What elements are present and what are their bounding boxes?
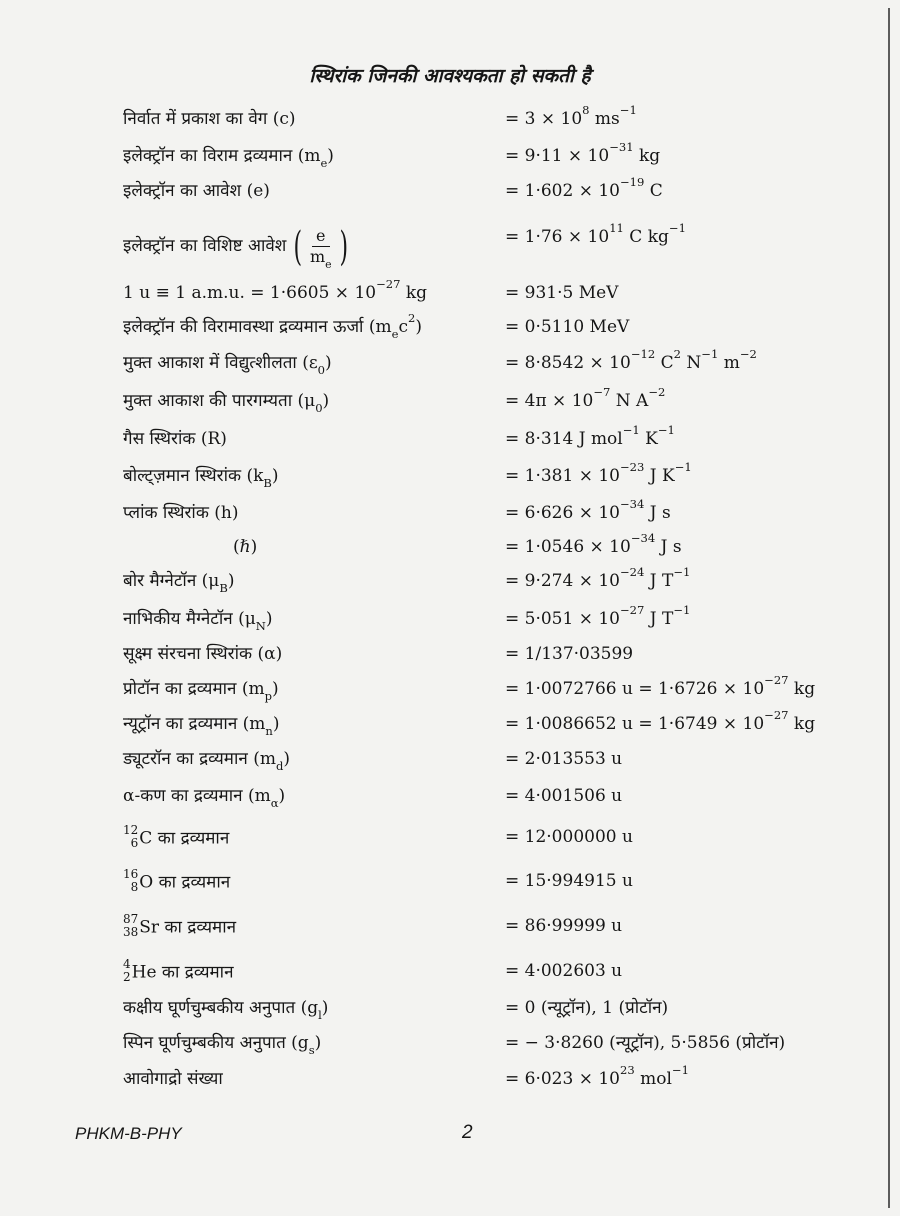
constant-label — [123, 643, 282, 665]
value-text: = 1·76 × 10 — [505, 227, 610, 247]
label-text: स्पिन घूर्णचुम्बकीय अनुपात (g — [123, 1033, 309, 1053]
isotope-symbol — [123, 823, 153, 852]
value-unit: J s — [655, 537, 682, 557]
value-text: = 4·002603 u — [505, 961, 623, 981]
constant-label — [123, 1032, 322, 1058]
label-text-end: ) — [325, 353, 332, 373]
constant-value — [505, 497, 671, 524]
constant-label — [123, 997, 329, 1023]
label-subscript: p — [264, 689, 273, 704]
value-text: = 1/137·03599 — [505, 644, 634, 664]
value-exponent: 11 — [609, 221, 624, 236]
label-subscript: α — [270, 796, 279, 811]
unit-exponent: −1 — [673, 565, 691, 580]
label-subscript: B — [263, 476, 272, 491]
value-text: = 4·001506 u — [505, 786, 623, 806]
value-exponent: −31 — [609, 140, 634, 155]
value-text: = 5·051 × 10 — [505, 609, 620, 629]
atomic-number: 8 — [130, 880, 139, 894]
value-text: = 8·8542 × 10 — [505, 353, 631, 373]
label-text: इलेक्ट्रॉन का विराम द्रव्यमान (m — [123, 146, 321, 166]
value-unit: K — [639, 429, 658, 449]
label-text-end: ) — [265, 609, 273, 629]
value-text: = 931·5 MeV — [505, 283, 619, 303]
constant-label — [233, 536, 257, 558]
value-text: = 12·000000 u — [505, 827, 633, 847]
constant-value — [505, 748, 622, 770]
label-text-end: ) — [322, 391, 330, 411]
label-text: का द्रव्यमान — [153, 872, 231, 893]
unit-exponent: −1 — [673, 603, 691, 618]
label-text-mid: c — [398, 317, 408, 337]
constant-label — [123, 311, 422, 342]
label-superscript: 2 — [408, 311, 416, 326]
label-text: न्यूट्रॉन का द्रव्यमान (m — [123, 714, 266, 734]
value-unit-2: N — [680, 353, 702, 373]
label-subscript: e — [320, 156, 328, 171]
constant-value — [505, 870, 633, 892]
constant-value — [505, 997, 668, 1019]
constant-label — [123, 867, 231, 896]
value-exponent: −12 — [630, 347, 656, 362]
constant-value — [505, 316, 629, 338]
constant-value — [505, 423, 675, 450]
constant-label — [123, 1068, 223, 1090]
value-text: = 9·274 × 10 — [505, 571, 620, 591]
left-paren: ( — [293, 223, 303, 270]
element-symbol: O — [139, 872, 154, 893]
label-text: सूक्ष्म संरचना स्थिरांक (α) — [123, 644, 283, 664]
label-subscript: n — [265, 724, 273, 739]
label-subscript: l — [318, 1008, 322, 1023]
value-exponent: −7 — [593, 385, 611, 400]
label-text: (ℏ) — [233, 537, 258, 557]
value-text: = 9·11 × 10 — [505, 146, 610, 166]
value-text: = 1·0072766 u = 1·6726 × 10 — [505, 679, 765, 699]
paper-code: PHKM-B-PHY — [75, 1124, 182, 1143]
constant-value — [505, 460, 692, 487]
label-text: आवोगाद्रो संख्या — [123, 1069, 223, 1089]
unit-exponent: −1 — [619, 103, 637, 118]
value-unit-3: m — [718, 353, 740, 373]
label-text: इलेक्ट्रॉन का विशिष्ट आवेश — [123, 236, 287, 256]
label-text: मुक्त आकाश की पारगम्यता (μ — [123, 391, 316, 411]
constant-value — [505, 103, 637, 130]
label-subscript: d — [275, 759, 284, 774]
constant-label — [123, 180, 270, 202]
page-number: 2 — [462, 1122, 473, 1143]
unit-exponent-2: −1 — [701, 347, 719, 362]
value-text: = − 3·8260 (न्यूट्रॉन), 5·5856 (प्रोटॉन) — [505, 1033, 786, 1053]
isotope-numbers — [123, 913, 138, 939]
constant-value — [505, 603, 691, 630]
constant-value — [505, 643, 633, 665]
constant-label — [123, 108, 296, 130]
value-unit: N A — [610, 391, 649, 411]
value-text: = 0·5110 MeV — [505, 317, 630, 337]
value-unit: kg — [788, 679, 816, 699]
label-subscript: e — [391, 327, 399, 342]
value-text: = 6·023 × 10 — [505, 1069, 620, 1089]
constant-label — [123, 390, 330, 416]
unit-exponent-3: −2 — [739, 347, 757, 362]
label-text-end: ) — [227, 571, 235, 591]
constant-value — [505, 960, 622, 982]
value-text: = 2·013553 u — [505, 749, 623, 769]
element-symbol: He — [131, 962, 157, 983]
constants-heading: स्थिरांक जिनकी आवश्यकता हो सकती है — [309, 65, 591, 87]
constant-value — [505, 1063, 689, 1090]
specific-charge-fraction — [290, 223, 351, 271]
constant-label — [123, 465, 279, 491]
fraction-numerator: e — [312, 226, 329, 247]
value-exponent: −27 — [764, 673, 789, 688]
label-text: प्लांक स्थिरांक (h) — [123, 503, 239, 523]
value-unit: C — [655, 353, 674, 373]
value-exponent: −24 — [620, 565, 645, 580]
label-text-end: ) — [321, 998, 329, 1018]
constant-value — [505, 1032, 785, 1054]
value-exponent: −27 — [764, 708, 789, 723]
label-text-end: ) — [314, 1033, 322, 1053]
label-text: इलेक्ट्रॉन की विरामावस्था द्रव्यमान ऊर्जा (m — [123, 317, 392, 337]
denominator-subscript: e — [325, 257, 332, 271]
value-text: = 0 (न्यूट्रॉन), 1 (प्रोटॉन) — [505, 998, 669, 1018]
constant-label — [123, 823, 230, 852]
label-text: निर्वात में प्रकाश का वेग (c) — [123, 109, 296, 129]
atomic-number: 6 — [130, 836, 139, 850]
constant-label — [123, 352, 332, 378]
label-text: का द्रव्यमान — [156, 962, 234, 983]
label-text: गैस स्थिरांक (R) — [123, 429, 227, 449]
right-paren: ) — [339, 223, 348, 270]
constant-label — [123, 678, 279, 704]
label-text-end: ) — [272, 679, 279, 699]
value-exponent: −1 — [622, 423, 640, 438]
value-text: = 1·0546 × 10 — [505, 537, 631, 557]
label-text-end: ) — [272, 714, 280, 734]
label-text: इलेक्ट्रॉन का आवेश (e) — [123, 181, 270, 201]
constant-label — [123, 502, 239, 524]
constant-label — [123, 570, 235, 596]
label-subscript: 0 — [317, 363, 326, 378]
label-subscript: B — [219, 581, 228, 596]
atomic-number: 2 — [123, 970, 131, 984]
label-text: बोर मैग्नेटॉन (μ — [123, 571, 220, 591]
constant-value — [505, 785, 622, 807]
label-text: नाभिकीय मैग्नेटॉन (μ — [123, 609, 256, 629]
fraction — [306, 226, 336, 271]
value-unit: kg — [633, 146, 661, 166]
label-text-end: ) — [271, 466, 279, 486]
fraction-denominator — [306, 247, 336, 271]
value-text: = 1·0086652 u = 1·6749 × 10 — [505, 714, 765, 734]
constant-label — [123, 912, 237, 941]
mass-number: 12 — [123, 823, 139, 837]
constant-label — [123, 145, 334, 171]
constant-value — [505, 221, 686, 248]
constant-value — [505, 282, 618, 304]
unit-exponent: −2 — [648, 385, 666, 400]
label-subscript: 0 — [315, 401, 323, 416]
constant-value — [505, 175, 663, 202]
label-text: मुक्त आकाश में विद्युत्शीलता (ε — [123, 353, 318, 373]
constant-value — [505, 531, 682, 558]
value-unit: ms — [589, 109, 620, 129]
value-text: = 8·314 J mol — [505, 429, 623, 449]
value-unit: J T — [644, 571, 674, 591]
value-text: = 3 × 10 — [505, 109, 583, 129]
value-unit: J T — [644, 609, 674, 629]
constant-label — [123, 608, 273, 634]
constant-value — [505, 708, 816, 735]
value-unit: C — [644, 181, 663, 201]
label-subscript: N — [255, 619, 266, 634]
value-text: = 4π × 10 — [505, 391, 594, 411]
value-text: = 86·99999 u — [505, 916, 623, 936]
value-text: = 15·994915 u — [505, 871, 633, 891]
element-symbol: Sr — [139, 917, 160, 938]
isotope-numbers — [123, 958, 131, 984]
value-text: = 6·626 × 10 — [505, 503, 620, 523]
value-unit: J s — [644, 503, 671, 523]
mass-number: 87 — [123, 912, 139, 926]
unit-exponent: −1 — [674, 460, 692, 475]
constant-value — [505, 140, 661, 167]
constant-value — [505, 826, 633, 848]
unit-exponent: 2 — [673, 347, 681, 362]
unit-exponent: −1 — [657, 423, 675, 438]
unit-exponent: −1 — [671, 1063, 689, 1078]
mass-number: 4 — [123, 957, 131, 971]
constant-label — [123, 748, 291, 774]
constant-label — [123, 277, 428, 304]
label-text-end: ) — [283, 749, 291, 769]
value-exponent: −34 — [620, 497, 645, 512]
value-exponent: −27 — [620, 603, 645, 618]
constant-label — [123, 223, 351, 271]
constant-value — [505, 915, 622, 937]
label-text-end: ) — [278, 786, 286, 806]
denominator-text: m — [309, 247, 326, 266]
value-unit: kg — [788, 714, 816, 734]
label-text: का द्रव्यमान — [159, 917, 237, 938]
mass-number: 16 — [123, 867, 139, 881]
constant-value — [505, 565, 691, 592]
isotope-symbol — [123, 957, 157, 986]
page-edge-line — [888, 8, 890, 1208]
label-text: ड्यूटरॉन का द्रव्यमान (m — [123, 749, 276, 769]
value-unit: mol — [634, 1069, 672, 1089]
label-text: 1 u ≡ 1 a.m.u. = 1·6605 × 10 — [123, 283, 377, 303]
label-text: कक्षीय घूर्णचुम्बकीय अनुपात (g — [123, 998, 319, 1018]
label-superscript: −27 — [376, 277, 401, 292]
value-exponent: −23 — [620, 460, 645, 475]
value-text: = 1·381 × 10 — [505, 466, 620, 486]
constant-value — [505, 673, 816, 700]
isotope-numbers — [123, 824, 138, 850]
isotope-numbers — [123, 868, 138, 894]
constant-value — [505, 385, 666, 412]
label-text: प्रोटॉन का द्रव्यमान (m — [123, 679, 265, 699]
value-unit: J K — [644, 466, 675, 486]
label-subscript: s — [308, 1043, 315, 1058]
constant-label — [123, 428, 227, 450]
value-exponent: −34 — [630, 531, 656, 546]
label-text-end: kg — [400, 283, 428, 303]
isotope-symbol — [123, 867, 154, 896]
label-text: बोल्ट्ज़मान स्थिरांक (k — [123, 466, 264, 486]
value-exponent: 8 — [582, 103, 590, 118]
value-unit: C kg — [623, 227, 669, 247]
label-text: α-कण का द्रव्यमान (m — [123, 786, 271, 806]
isotope-symbol — [123, 912, 160, 941]
constant-label — [123, 957, 234, 986]
atomic-number: 38 — [123, 925, 139, 939]
label-text-end: ) — [327, 146, 334, 166]
element-symbol: C — [139, 828, 153, 849]
label-text-end: ) — [415, 317, 422, 337]
label-text: का द्रव्यमान — [152, 828, 230, 849]
constant-label — [123, 713, 280, 739]
unit-exponent: −1 — [668, 221, 686, 236]
value-exponent: −19 — [620, 175, 645, 190]
constant-label — [123, 785, 286, 811]
value-exponent: 23 — [620, 1063, 635, 1078]
value-text: = 1·602 × 10 — [505, 181, 620, 201]
constant-value — [505, 347, 757, 374]
